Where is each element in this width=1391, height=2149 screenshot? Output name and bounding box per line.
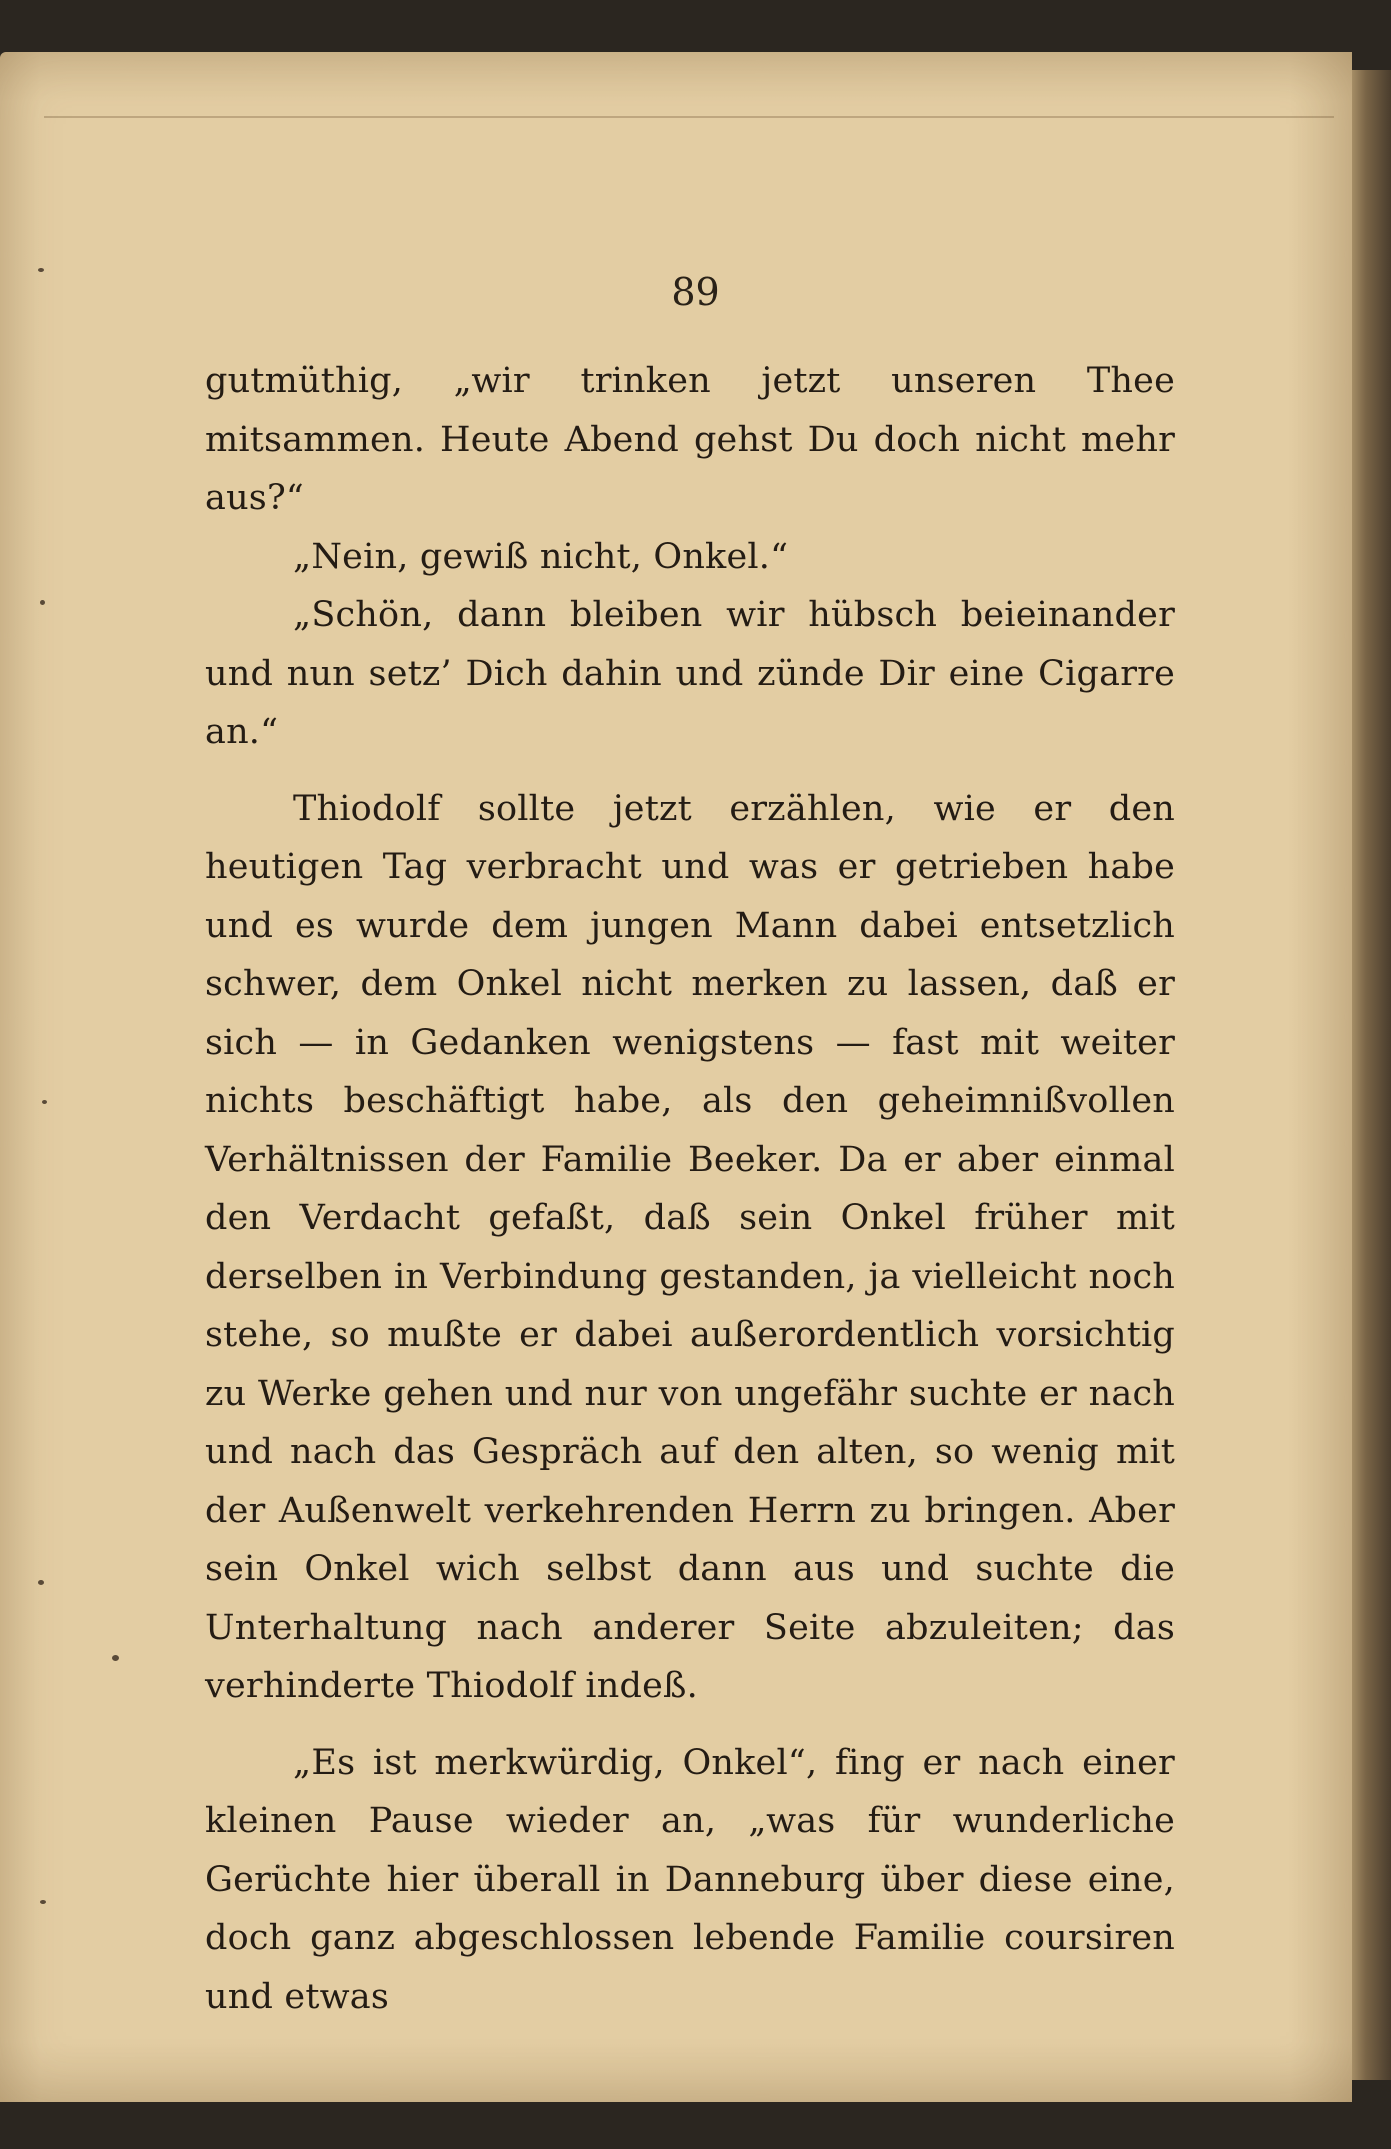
body-text [205,352,1175,2026]
paragraph-2: „Nein, gewiß nicht, Onkel.“ [293,536,789,577]
paragraph-1: gutmüthig, „wir trinken jetzt unseren Thee mitsammen. Heute Abend gehst Du doch nicht mehr aus?“ [205,361,1175,518]
paragraph-4: Thiodolf sollte jetzt erzählen, wie er den heutigen Tag verbracht und was er getrieben habe und es wurde dem jungen Mann dabei entsetzlich schwer, dem Onkel nicht merken zu lassen, daß er sich — in Gedanken wenigstens — fast mit weiter nichts beschäftigt habe, als den geheimnißvollen Verhältnissen der Familie Beeker. Da er aber einmal den Verdacht gefaßt, daß sein Onkel früher mit derselben in Verbindung gestanden, ja vielleicht noch stehe, so mußte er dabei außerordentlich vorsichtig zu Werke gehen und nur von ungefähr suchte er nach und nach das Gespräch auf den alten, so wenig mit der Außenwelt verkehrenden Herrn zu bringen. Aber sein Onkel wich selbst dann aus und suchte die Unterhaltung nach anderer Seite abzuleiten; das verhinderte Thiodolf indeß. [205,788,1175,1706]
ink-speck [112,1655,119,1661]
ink-speck [38,1580,44,1585]
page-number: 89 [671,270,720,314]
paragraph-5: „Es ist merkwürdig, Onkel“, fing er nach einer kleinen Pause wieder an, „was für wunderliche Gerüchte hier überall in Danneburg über diese eine, doch ganz abgeschlossen lebende Familie coursiren und etwas [205,1742,1175,2017]
ink-speck [42,1100,47,1104]
ink-speck [40,1900,46,1904]
ink-speck [40,600,45,605]
page-edge-stack [1352,70,1391,2080]
top-fold-line [44,116,1334,118]
paragraph-3: „Schön, dann bleiben wir hübsch beieinander und nun setz’ Dich dahin und zünde Dir eine Cigarre an.“ [205,595,1175,752]
